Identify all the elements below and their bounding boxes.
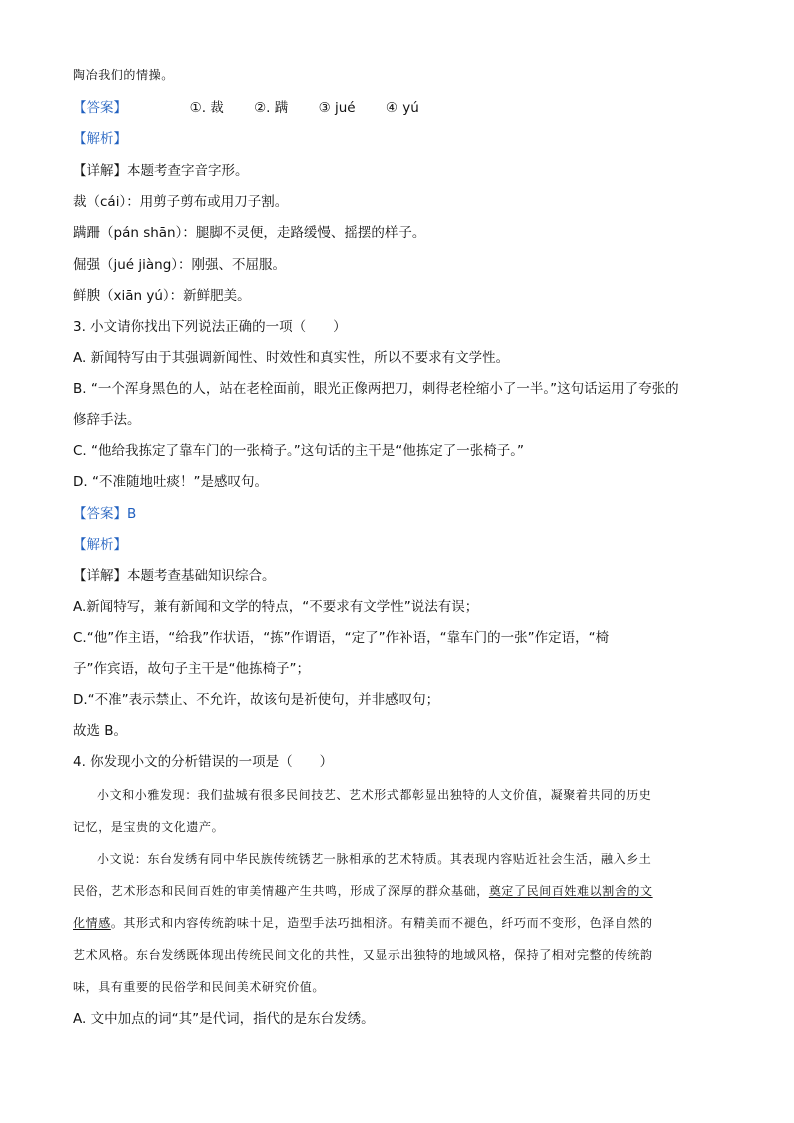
- section-label: 【解析】: [73, 131, 127, 147]
- option-b-cont: 修辞手法。: [73, 412, 141, 428]
- passage-line: 小文和小雅发现：我们盐城有很多民间技艺、艺术形式都彰显出独特的人文价值，凝聚着共同的历史: [97, 788, 652, 802]
- passage-line: 味，具有重要的民俗学和民间美术研究价值。: [73, 980, 326, 994]
- answer-label: 【答案】B: [73, 506, 137, 522]
- passage-line: 小文说：东台发绣有同中华民族传统锈艺一脉相承的艺术特质。其表现内容贴近社会生活，融入乡土: [97, 852, 652, 866]
- text-line: 鲜腴（xiān yú）：新鲜肥美。: [73, 288, 251, 304]
- text-line: 【详解】本题考查基础知识综合。: [73, 568, 276, 584]
- underlined-phrase: 化情感: [73, 916, 111, 930]
- text-line: 【详解】本题考查字音字形。: [73, 163, 249, 179]
- answer-row: [73, 99, 419, 117]
- question-4: 4. 你发现小文的分析错误的一项是（ ）: [73, 754, 334, 770]
- option-b: B. “一个浑身黑色的人，站在老栓面前，眼光正像两把刀，刺得老栓缩小了一半。”这句话运用了夸张的: [73, 381, 679, 397]
- passage-line: 艺术风格。东台发绣既体现出传统民间文化的共性，又显示出独特的地域风格，保持了相对完整的传统韵: [73, 948, 653, 962]
- option-a: A. 新闻特写由于其强调新闻性、时效性和真实性，所以不要求有文学性。: [73, 350, 510, 366]
- text-line: 子”作宾语，故句子主干是“他拣椅子”；: [73, 661, 310, 677]
- answer-option: ④ yú: [385, 100, 419, 116]
- text-line: D.“不准”表示禁止、不允许，故该句是祈使句，并非感叹句；: [73, 692, 440, 708]
- answer-option: ③ jué: [318, 100, 356, 116]
- text-line: C.“他”作主语，“给我”作状语，“拣”作谓语，“定了”作补语，“靠车门的一张”作定语，“椅: [73, 630, 610, 646]
- section-label: 【解析】: [73, 537, 127, 553]
- text-line: 裁（cái）：用剪子剪布或用刀子割。: [73, 194, 289, 210]
- text-line: 故选 B。: [73, 723, 128, 739]
- question-3: 3. 小文请你找出下列说法正确的一项（ ）: [73, 319, 347, 335]
- passage-line: 化情感。其形式和内容传统韵味十足，造型手法巧拙相济。有精美而不褪色，纤巧而不变形，色泽自然的: [73, 916, 653, 930]
- text-line: 陶冶我们的情操。: [73, 68, 174, 82]
- passage-line: 民俗，艺术形态和民间百姓的审美情趣产生共鸣，形成了深厚的群众基础，奠定了民间百姓难以割舍的文: [73, 884, 653, 898]
- option-d: D. “不准随地吐痰！”是感叹句。: [73, 474, 268, 490]
- answer-option: ①. 裁: [189, 100, 224, 116]
- answer-label: 【答案】: [73, 100, 127, 116]
- text-line: A.新闻特写，兼有新闻和文学的特点，“不要求有文学性”说法有误；: [73, 599, 479, 615]
- option-a: A. 文中加点的词“其”是代词，指代的是东台发绣。: [73, 1011, 375, 1027]
- text-line: 蹒跚（pán shān）：腿脚不灵便，走路缓慢、摇摆的样子。: [73, 225, 426, 241]
- text-line: 倔强（jué jiàng）：刚强、不屈服。: [73, 257, 287, 273]
- option-c: C. “他给我拣定了靠车门的一张椅子。”这句话的主干是“他拣定了一张椅子。”: [73, 443, 524, 459]
- underlined-phrase: 奠定了民间百姓难以割舍的文: [488, 884, 653, 898]
- passage-line: 记忆，是宝贵的文化遗产。: [73, 820, 225, 834]
- answer-option: ②. 蹒: [254, 100, 289, 116]
